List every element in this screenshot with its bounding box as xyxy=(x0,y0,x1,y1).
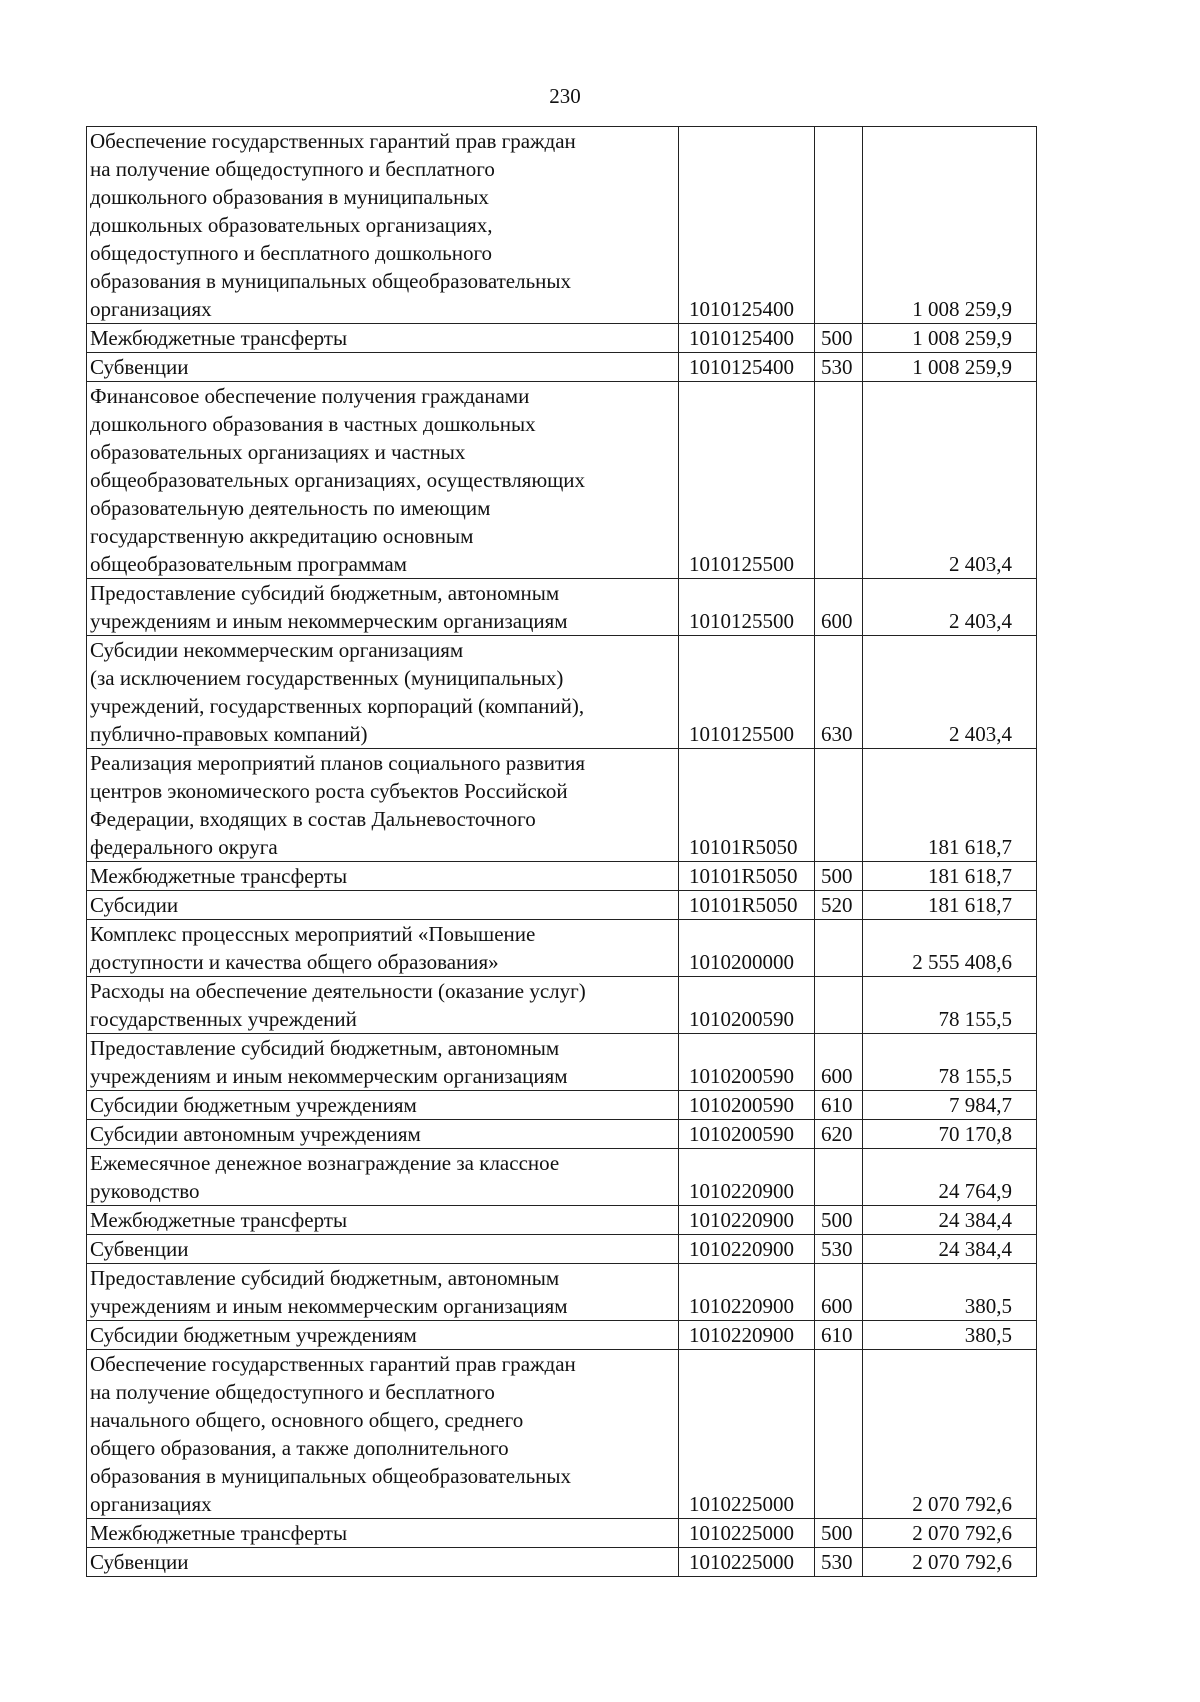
target-code: 1010225000 xyxy=(679,1548,815,1577)
target-code: 10101R5050 xyxy=(679,749,815,862)
table-row xyxy=(87,127,1037,324)
expense-name xyxy=(87,1235,679,1264)
target-code: 1010220900 xyxy=(679,1264,815,1321)
expense-name xyxy=(87,1321,679,1350)
expense-name xyxy=(87,862,679,891)
expense-name-line: Обеспечение государственных гарантий прав граждан xyxy=(90,1352,576,1376)
table-row xyxy=(87,1350,1037,1519)
amount: 24 384,4 xyxy=(863,1206,1037,1235)
table-row xyxy=(87,324,1037,353)
expense-name-line: Субсидии бюджетным учреждениям xyxy=(90,1093,417,1117)
target-code: 1010225000 xyxy=(679,1350,815,1519)
expense-name xyxy=(87,1206,679,1235)
expense-name xyxy=(87,353,679,382)
expense-type: 500 xyxy=(815,862,863,891)
expense-type xyxy=(815,977,863,1034)
expense-type: 610 xyxy=(815,1091,863,1120)
expense-name-line: федерального округа xyxy=(90,835,278,859)
table-row xyxy=(87,1548,1037,1577)
target-code: 1010225000 xyxy=(679,1519,815,1548)
expense-name-line: Межбюджетные трансферты xyxy=(90,1208,348,1232)
expense-type: 500 xyxy=(815,1519,863,1548)
target-code: 1010200590 xyxy=(679,977,815,1034)
expense-name-line: общеобразовательным программам xyxy=(90,552,407,576)
target-code: 10101R5050 xyxy=(679,862,815,891)
table-row xyxy=(87,1149,1037,1206)
target-code: 1010200590 xyxy=(679,1120,815,1149)
expense-type: 530 xyxy=(815,353,863,382)
expense-name-line: Межбюджетные трансферты xyxy=(90,1521,348,1545)
table-row xyxy=(87,1264,1037,1321)
table-row xyxy=(87,1034,1037,1091)
amount: 78 155,5 xyxy=(863,1034,1037,1091)
expense-name xyxy=(87,977,679,1034)
expense-name xyxy=(87,1548,679,1577)
table-row xyxy=(87,749,1037,862)
expense-name-line: Субвенции xyxy=(90,355,189,379)
expense-type xyxy=(815,749,863,862)
expense-name xyxy=(87,382,679,579)
target-code: 1010125400 xyxy=(679,353,815,382)
table-row xyxy=(87,1519,1037,1548)
expense-type: 530 xyxy=(815,1235,863,1264)
expense-name-line: образовательных организациях и частных xyxy=(90,440,466,464)
amount: 2 555 408,6 xyxy=(863,920,1037,977)
amount: 70 170,8 xyxy=(863,1120,1037,1149)
table-row xyxy=(87,353,1037,382)
expense-name xyxy=(87,1519,679,1548)
expense-type: 520 xyxy=(815,891,863,920)
amount: 380,5 xyxy=(863,1264,1037,1321)
table-row xyxy=(87,1091,1037,1120)
expense-name-line: дошкольного образования в муниципальных xyxy=(90,185,489,209)
expense-name-line: Финансовое обеспечение получения гражданами xyxy=(90,384,530,408)
table-row xyxy=(87,891,1037,920)
expense-name-line: Федерации, входящих в состав Дальневосточного xyxy=(90,807,536,831)
expense-type xyxy=(815,1350,863,1519)
expense-type: 630 xyxy=(815,636,863,749)
budget-table xyxy=(86,126,1037,1577)
expense-name xyxy=(87,1149,679,1206)
expense-name-line: образования в муниципальных общеобразовательных xyxy=(90,1464,572,1488)
amount: 380,5 xyxy=(863,1321,1037,1350)
amount: 7 984,7 xyxy=(863,1091,1037,1120)
expense-name xyxy=(87,324,679,353)
expense-name xyxy=(87,1091,679,1120)
expense-type: 600 xyxy=(815,1034,863,1091)
expense-name xyxy=(87,579,679,636)
expense-name-line: учреждениям и иным некоммерческим организациям xyxy=(90,1064,568,1088)
expense-type: 610 xyxy=(815,1321,863,1350)
expense-name-line: публично-правовых компаний) xyxy=(90,722,368,746)
expense-name-line: Межбюджетные трансферты xyxy=(90,326,348,350)
table-row xyxy=(87,1235,1037,1264)
expense-name-line: (за исключением государственных (муниципальных) xyxy=(90,666,564,690)
target-code: 1010125500 xyxy=(679,382,815,579)
expense-name-line: Ежемесячное денежное вознаграждение за классное xyxy=(90,1151,560,1175)
target-code: 10101R5050 xyxy=(679,891,815,920)
expense-type: 500 xyxy=(815,324,863,353)
expense-name xyxy=(87,1034,679,1091)
table-row xyxy=(87,862,1037,891)
target-code: 1010125500 xyxy=(679,579,815,636)
table-row xyxy=(87,382,1037,579)
target-code: 1010200590 xyxy=(679,1034,815,1091)
amount: 24 764,9 xyxy=(863,1149,1037,1206)
expense-type: 600 xyxy=(815,579,863,636)
table-row xyxy=(87,1206,1037,1235)
expense-name-line: учреждений, государственных корпораций (компаний), xyxy=(90,694,585,718)
amount: 181 618,7 xyxy=(863,891,1037,920)
expense-name-line: центров экономического роста субъектов Российской xyxy=(90,779,568,803)
amount: 2 070 792,6 xyxy=(863,1350,1037,1519)
expense-name-line: Субсидии автономным учреждениям xyxy=(90,1122,421,1146)
amount: 78 155,5 xyxy=(863,977,1037,1034)
expense-type xyxy=(815,920,863,977)
table-row xyxy=(87,977,1037,1034)
expense-name xyxy=(87,1350,679,1519)
expense-name-line: Реализация мероприятий планов социального развития xyxy=(90,751,586,775)
expense-name-line: Предоставление субсидий бюджетным, автономным xyxy=(90,1036,560,1060)
expense-type xyxy=(815,1149,863,1206)
expense-name-line: Предоставление субсидий бюджетным, автономным xyxy=(90,581,560,605)
amount: 181 618,7 xyxy=(863,862,1037,891)
expense-name-line: организациях xyxy=(90,1492,212,1516)
expense-name-line: руководство xyxy=(90,1179,200,1203)
expense-name-line: учреждениям и иным некоммерческим организациям xyxy=(90,609,568,633)
amount: 181 618,7 xyxy=(863,749,1037,862)
expense-name-line: дошкольного образования в частных дошкольных xyxy=(90,412,536,436)
target-code: 1010220900 xyxy=(679,1206,815,1235)
expense-type: 620 xyxy=(815,1120,863,1149)
table-body xyxy=(87,127,1037,1577)
expense-name-line: на получение общедоступного и бесплатного xyxy=(90,157,495,181)
expense-name-line: государственную аккредитацию основным xyxy=(90,524,474,548)
expense-name-line: начального общего, основного общего, среднего xyxy=(90,1408,524,1432)
expense-name-line: дошкольных образовательных организациях, xyxy=(90,213,493,237)
expense-name-line: образования в муниципальных общеобразовательных xyxy=(90,269,572,293)
table-row xyxy=(87,636,1037,749)
amount: 2 403,4 xyxy=(863,636,1037,749)
expense-name-line: Комплекс процессных мероприятий «Повышение xyxy=(90,922,536,946)
expense-name-line: Расходы на обеспечение деятельности (оказание услуг) xyxy=(90,979,586,1003)
target-code: 1010220900 xyxy=(679,1149,815,1206)
expense-type: 530 xyxy=(815,1548,863,1577)
amount: 24 384,4 xyxy=(863,1235,1037,1264)
expense-name xyxy=(87,127,679,324)
expense-name-line: государственных учреждений xyxy=(90,1007,357,1031)
expense-name-line: Субвенции xyxy=(90,1237,189,1261)
amount: 1 008 259,9 xyxy=(863,127,1037,324)
expense-name-line: организациях xyxy=(90,297,212,321)
page-number: 230 xyxy=(549,84,581,108)
table-row xyxy=(87,1321,1037,1350)
table-row xyxy=(87,920,1037,977)
target-code: 1010125400 xyxy=(679,127,815,324)
expense-name-line: Обеспечение государственных гарантий прав граждан xyxy=(90,129,576,153)
amount: 2 403,4 xyxy=(863,382,1037,579)
expense-name-line: Субвенции xyxy=(90,1550,189,1574)
expense-name-line: Предоставление субсидий бюджетным, автономным xyxy=(90,1266,560,1290)
target-code: 1010220900 xyxy=(679,1321,815,1350)
expense-name xyxy=(87,891,679,920)
target-code: 1010220900 xyxy=(679,1235,815,1264)
table-row xyxy=(87,1120,1037,1149)
expense-name-line: общего образования, а также дополнительного xyxy=(90,1436,509,1460)
target-code: 1010200590 xyxy=(679,1091,815,1120)
expense-name-line: общеобразовательных организациях, осуществляющих xyxy=(90,468,586,492)
expense-name-line: образовательную деятельность по имеющим xyxy=(90,496,491,520)
expense-name-line: Субсидии некоммерческим организациям xyxy=(90,638,464,662)
expense-name-line: Субсидии бюджетным учреждениям xyxy=(90,1323,417,1347)
expense-name-line: Межбюджетные трансферты xyxy=(90,864,348,888)
expense-name xyxy=(87,636,679,749)
expense-name-line: на получение общедоступного и бесплатного xyxy=(90,1380,495,1404)
amount: 2 070 792,6 xyxy=(863,1548,1037,1577)
expense-type xyxy=(815,382,863,579)
amount: 1 008 259,9 xyxy=(863,353,1037,382)
amount: 2 070 792,6 xyxy=(863,1519,1037,1548)
table-row xyxy=(87,579,1037,636)
expense-name xyxy=(87,1264,679,1321)
amount: 2 403,4 xyxy=(863,579,1037,636)
expense-type xyxy=(815,127,863,324)
expense-name-line: доступности и качества общего образования» xyxy=(90,950,499,974)
target-code: 1010200000 xyxy=(679,920,815,977)
target-code: 1010125500 xyxy=(679,636,815,749)
expense-name-line: учреждениям и иным некоммерческим организациям xyxy=(90,1294,568,1318)
expense-name-line: Субсидии xyxy=(90,893,179,917)
expense-name xyxy=(87,749,679,862)
expense-name xyxy=(87,920,679,977)
expense-name xyxy=(87,1120,679,1149)
expense-name-line: общедоступного и бесплатного дошкольного xyxy=(90,241,493,265)
expense-type: 600 xyxy=(815,1264,863,1321)
target-code: 1010125400 xyxy=(679,324,815,353)
expense-type: 500 xyxy=(815,1206,863,1235)
amount: 1 008 259,9 xyxy=(863,324,1037,353)
